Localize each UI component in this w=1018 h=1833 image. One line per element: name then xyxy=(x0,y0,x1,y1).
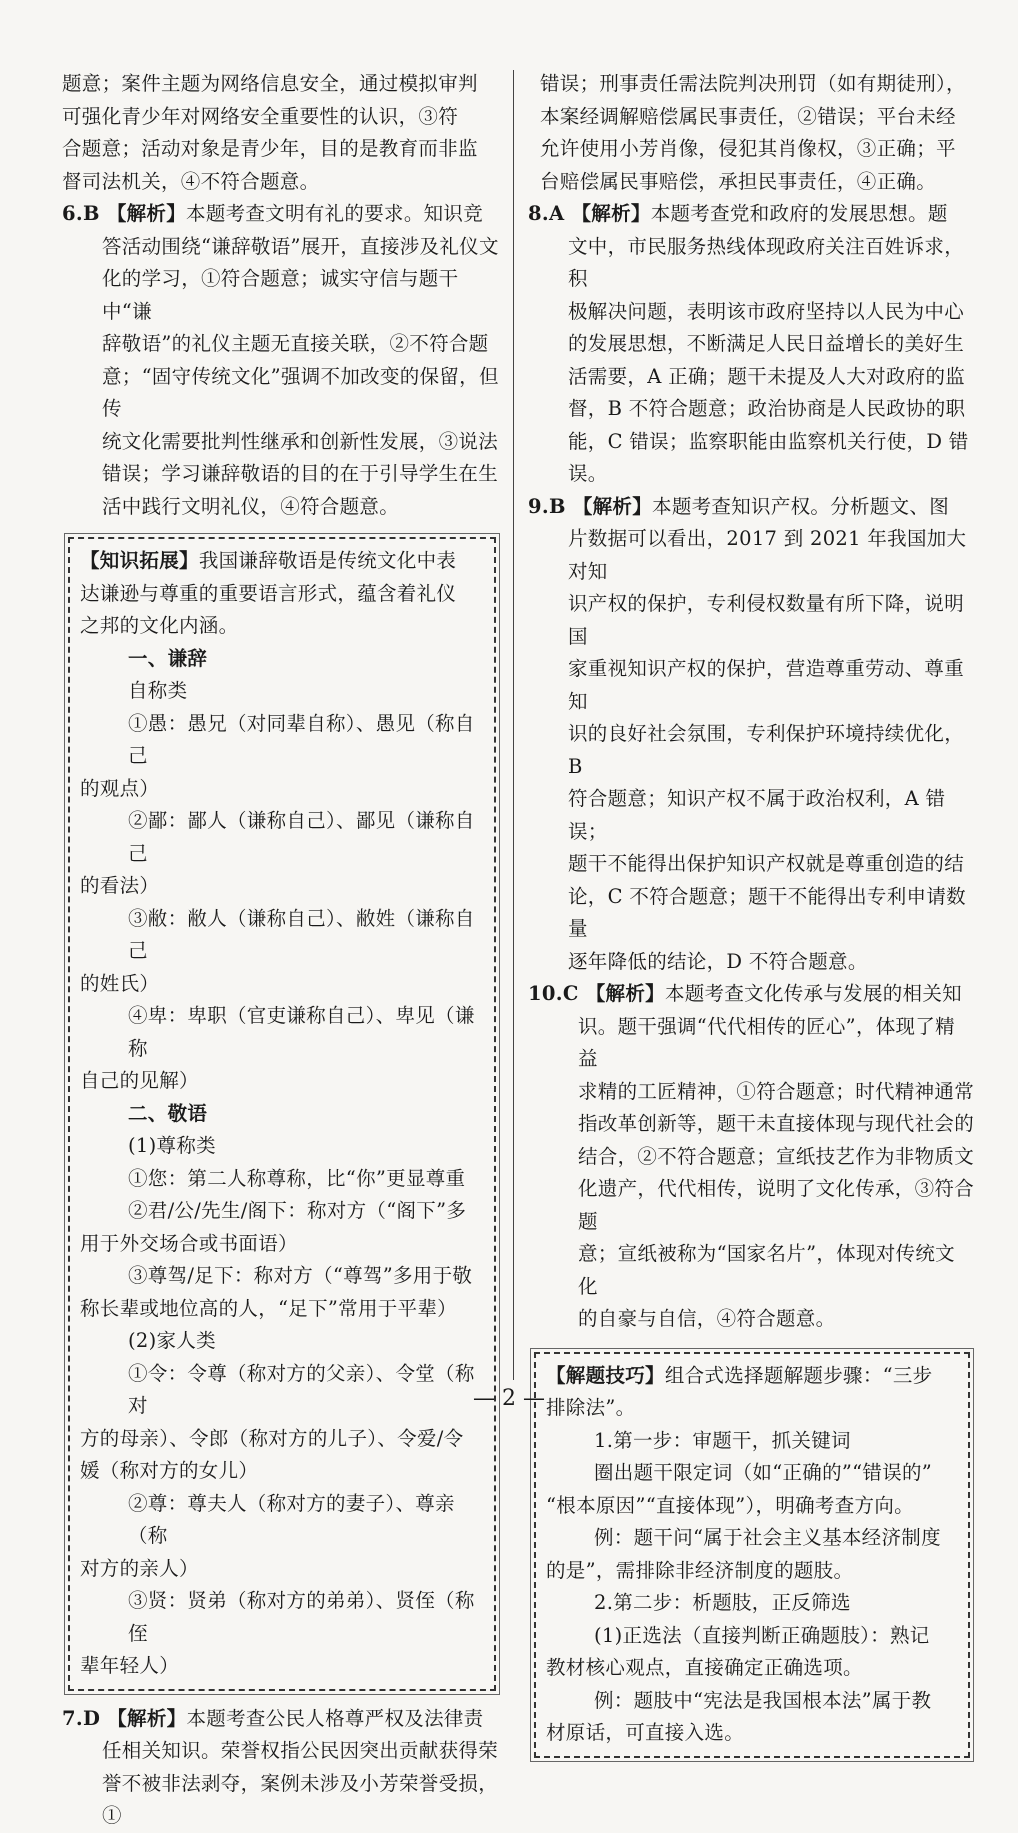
text-line: 任相关知识。荣誉权指公民因突出贡献获得荣 xyxy=(102,1739,499,1762)
box-label: 【知识拓展】 xyxy=(80,549,199,572)
text-line: 誉不被非法剥夺，案例未涉及小芳荣誉受损，① xyxy=(102,1771,499,1827)
subsection-heading: (1)尊称类 xyxy=(128,1134,216,1157)
text-line: 活中践行文明礼仪，④符合题意。 xyxy=(102,494,400,518)
text-line: (1)正选法（直接判断正确题肢）：熟记 xyxy=(594,1623,930,1647)
text-line: ②尊：尊夫人（称对方的妻子）、尊亲（称 xyxy=(128,1491,455,1547)
text-line: 我国谦辞敬语是传统文化中表 xyxy=(198,549,457,572)
text-line: 符合题意；知识产权不属于政治权利，A 错误； xyxy=(568,787,946,843)
text-line: 逐年降低的结论，D 不符合题意。 xyxy=(568,949,868,973)
text-line: 化遗产，代代相传，说明了文化传承，③符合题 xyxy=(578,1177,975,1233)
text-line: 材原话，可直接入选。 xyxy=(546,1721,745,1744)
text-line: 错误；刑事责任需法院判决刑罚（如有期徒刑）， xyxy=(540,72,966,95)
text-line: 的姓氏） xyxy=(80,971,160,995)
subsection-heading: 自称类 xyxy=(128,679,188,702)
answer-8 xyxy=(528,198,974,491)
text-line: 识产权的保护，专利侵权数量有所下降，说明国 xyxy=(568,592,965,648)
text-line: 本题考查知识产权。分析题文、图 xyxy=(652,494,950,518)
section-heading: 二、敬语 xyxy=(128,1101,208,1125)
text-line: 极解决问题，表明该市政府坚持以人民为中心 xyxy=(568,299,965,323)
text-line: 本题考查公民人格尊严权及法律责 xyxy=(186,1706,484,1730)
column-divider xyxy=(513,70,514,1380)
text-line: 的发展思想，不断满足人民日益增长的美好生 xyxy=(568,332,965,355)
text-line: 允许使用小芳肖像，侵犯其肖像权，③正确；平 xyxy=(540,137,956,160)
section-heading: 一、谦辞 xyxy=(128,646,208,670)
text-line: 台赔偿属民事赔偿，承担民事责任，④正确。 xyxy=(540,169,937,193)
text-line: “根本原因”“直接体现”），明确考查方向。 xyxy=(546,1493,914,1517)
text-line: 对方的亲人） xyxy=(80,1556,199,1580)
text-line: ①令：令尊（称对方的父亲）、令堂（称对 xyxy=(128,1361,475,1417)
text-line: 结合，②不符合题意；宣纸技艺作为非物质文 xyxy=(578,1144,975,1168)
text-line: 求精的工匠精神，①符合题意；时代精神通常 xyxy=(578,1079,975,1103)
text-line: 题意；案件主题为网络信息安全，通过模拟审判 xyxy=(62,72,478,95)
text-line: 识的良好社会氛围，专利保护环境持续优化，B xyxy=(568,722,965,778)
text-line: 方的母亲）、令郎（称对方的儿子）、令爱/令 xyxy=(80,1426,464,1450)
answer-10 xyxy=(528,978,974,1336)
text-line: 意；“固守传统文化”强调不加改变的保留，但传 xyxy=(102,364,499,420)
answer-9 xyxy=(528,491,974,979)
left-column xyxy=(62,68,500,1833)
text-line: 本题考查文明有礼的要求。知识竞 xyxy=(186,202,484,225)
text-line: ①您：第二人称尊称，比“你”更显尊重 xyxy=(128,1166,466,1190)
text-line: ②鄙：鄙人（谦称自己）、鄙见（谦称自己 xyxy=(128,809,475,865)
text-line: 合题意；活动对象是青少年，目的是教育而非监 xyxy=(62,137,478,160)
text-line: 的看法） xyxy=(80,874,160,897)
text-line: 错误；学习谦辞敬语的目的在于引导学生在生 xyxy=(102,462,499,485)
text-line: 答活动围绕“谦辞敬语”展开，直接涉及礼仪文 xyxy=(102,234,499,258)
answer-7 xyxy=(62,1703,500,1833)
answer-label: 10.C 【解析】 xyxy=(528,982,665,1005)
text-line: ①愚：愚兄（对同辈自称）、愚见（称自己 xyxy=(128,711,475,767)
text-line: ②君/公/先生/阁下：称对方（“阁下”多 xyxy=(128,1199,467,1222)
text-line: 称长辈或地位高的人，“足下”常用于平辈） xyxy=(80,1296,457,1320)
text-line: 家重视知识产权的保护，营造尊重劳动、尊重知 xyxy=(568,657,965,713)
text-line: 化的学习，①符合题意；诚实守信与题干中“谦 xyxy=(102,267,459,323)
page-number: — 2 — xyxy=(473,1386,545,1411)
step-heading: 1.第一步：审题干，抓关键词 xyxy=(594,1428,851,1452)
knowledge-expansion-box xyxy=(68,537,496,1691)
text-line: 识。题干强调“代代相传的匠心”，体现了精益 xyxy=(578,1014,955,1070)
text-line: 可强化青少年对网络安全重要性的认识，③符 xyxy=(62,104,459,128)
text-line: ④卑：卑职（官吏谦称自己）、卑见（谦称 xyxy=(128,1004,475,1060)
text-line: 辞敬语”的礼仪主题无直接关联，②不符合题 xyxy=(102,332,489,355)
text-line: 例：题肢中“宪法是我国根本法”属于教 xyxy=(594,1688,932,1712)
answer-label: 8.A 【解析】 xyxy=(528,202,651,225)
text-line: 自己的见解） xyxy=(80,1069,199,1092)
text-line: 意；宣纸被称为“国家名片”，体现对传统文化 xyxy=(578,1242,955,1298)
box-label: 【解题技巧】 xyxy=(546,1363,665,1387)
text-line: 论，C 不符合题意；题干不能得出专利申请数量 xyxy=(568,884,966,940)
text-line: 教材核心观点，直接确定正确选项。 xyxy=(546,1656,863,1679)
text-line: 文中，市民服务热线体现政府关注百姓诉求，积 xyxy=(568,234,965,290)
problem-solving-tips-box xyxy=(534,1352,970,1758)
step-heading: 2.第二步：析题肢，正反筛选 xyxy=(594,1591,851,1614)
text-line: 活需要，A 正确；题干未提及人大对政府的监 xyxy=(568,364,966,388)
text-line: 能，C 错误；监察职能由监察机关行使，D 错误。 xyxy=(568,429,969,485)
right-column xyxy=(528,68,974,1770)
text-line: 本案经调解赔偿属民事责任，②错误；平台未经 xyxy=(540,104,956,128)
text-line: ③尊驾/足下：称对方（“尊驾”多用于敬 xyxy=(128,1264,473,1287)
text-line: 的是”，需排除非经济制度的题肢。 xyxy=(546,1558,854,1582)
answer-label: 6.B 【解析】 xyxy=(62,202,187,225)
text-line: 督司法机关，④不符合题意。 xyxy=(62,169,320,193)
text-line: 辈年轻人） xyxy=(80,1654,180,1677)
text-line: 指改革创新等，题干未直接体现与现代社会的 xyxy=(578,1112,975,1135)
text-line: ③贤：贤弟（称对方的弟弟）、贤侄（称侄 xyxy=(128,1589,475,1645)
text-line: 排除法”。 xyxy=(546,1396,636,1419)
text-line: 的观点） xyxy=(80,776,160,800)
text-line: ③敝：敝人（谦称自己）、敝姓（谦称自己 xyxy=(128,906,475,962)
answer-label: 9.B 【解析】 xyxy=(528,494,653,518)
subsection-heading: (2)家人类 xyxy=(128,1329,216,1352)
text-line: 的自豪与自信，④符合题意。 xyxy=(578,1307,836,1330)
text-line: 用于外交场合或书面语） xyxy=(80,1231,298,1255)
text-line: 本题考查文化传承与发展的相关知 xyxy=(664,982,962,1005)
text-line: 统文化需要批判性继承和创新性发展，③说法 xyxy=(102,429,499,453)
text-line: 片数据可以看出，2017 到 2021 年我国加大对知 xyxy=(568,527,967,583)
answer-label: 7.D 【解析】 xyxy=(62,1706,187,1730)
text-line: 例：题干问“属于社会主义基本经济制度 xyxy=(594,1526,941,1549)
text-line: 组合式选择题解题步骤：“三步 xyxy=(664,1363,933,1387)
continued-answer-7 xyxy=(528,68,974,198)
text-line: 达谦逊与尊重的重要语言形式，蕴含着礼仪 xyxy=(80,581,457,605)
text-line: 本题考查党和政府的发展思想。题 xyxy=(650,202,948,225)
text-line: 圈出题干限定词（如“正确的”“错误的” xyxy=(594,1461,933,1484)
text-line: 题干不能得出保护知识产权就是尊重创造的结 xyxy=(568,852,965,875)
text-line: 之邦的文化内涵。 xyxy=(80,614,239,637)
text-line: 媛（称对方的女儿） xyxy=(80,1459,259,1482)
answer-6 xyxy=(62,198,500,523)
continued-answer xyxy=(62,68,500,198)
text-line: 督，B 不符合题意；政治协商是人民政协的职 xyxy=(568,397,966,420)
